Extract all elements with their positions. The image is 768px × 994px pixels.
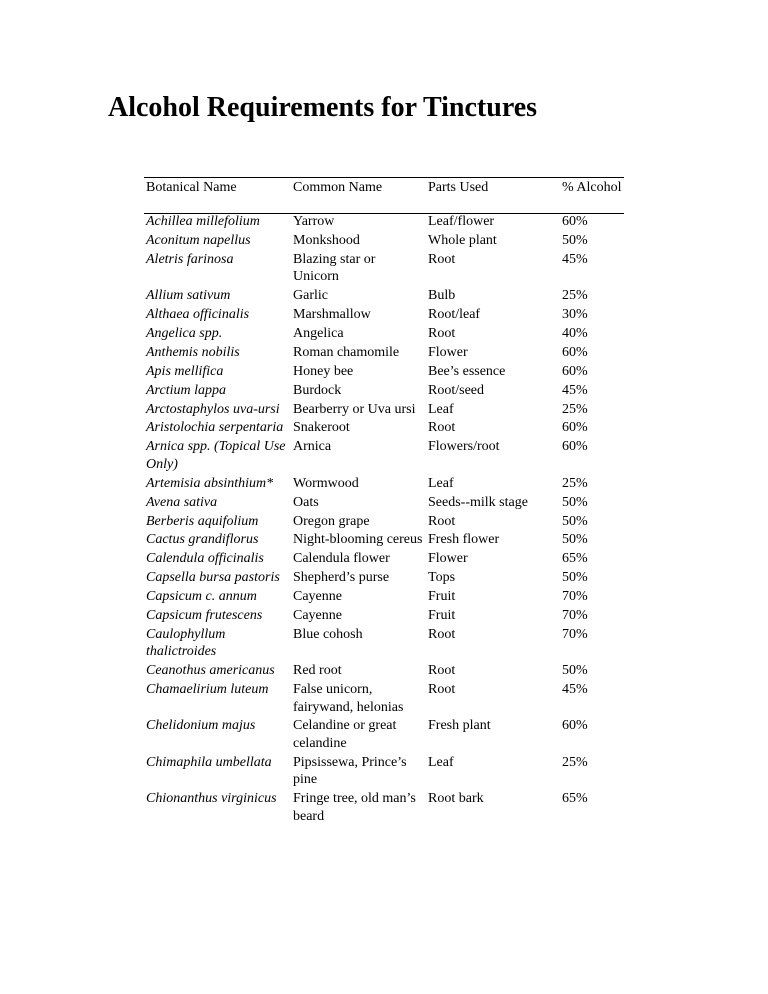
header-row (144, 177, 624, 213)
table-row (144, 531, 624, 550)
table-row (144, 213, 624, 232)
cell-alcohol-percent: 45% (562, 382, 588, 398)
cell-botanical-name: Capsicum frutescens (146, 608, 263, 624)
cell-common-name: Honey bee (293, 363, 354, 379)
cell-common-name: Yarrow (293, 214, 335, 229)
cell-botanical-name: Berberis aquifolium (146, 513, 259, 529)
table-header (144, 177, 624, 213)
table-row (144, 717, 624, 753)
cell-common-name: Shepherd’s purse (293, 570, 390, 586)
cell-parts-used: Whole plant (428, 232, 497, 248)
cell-botanical-name: Chamaelirium luteum (146, 682, 269, 698)
cell-alcohol-percent: 65% (562, 551, 588, 567)
cell-alcohol-percent: 25% (562, 288, 588, 304)
cell-alcohol-percent: 65% (562, 791, 588, 807)
cell-parts-used: Flower (428, 344, 468, 360)
cell-parts-used: Leaf (428, 401, 454, 417)
cell-botanical-name: Artemisia absinthium* (146, 475, 274, 491)
cell-common-name: Blazing star or Unicorn (293, 251, 376, 285)
table-row (144, 494, 624, 513)
cell-botanical-name: Achillea millefolium (146, 214, 260, 229)
cell-alcohol-percent: 30% (562, 307, 588, 323)
cell-botanical-name: Arnica spp. (Topical Use Only) (146, 439, 286, 472)
cell-common-name: Burdock (293, 382, 342, 398)
cell-common-name: Cayenne (293, 608, 342, 624)
table-row (144, 569, 624, 588)
cell-alcohol-percent: 60% (562, 344, 588, 360)
table-row (144, 588, 624, 607)
cell-alcohol-percent: 60% (562, 214, 588, 229)
table-row (144, 513, 624, 532)
cell-parts-used: Leaf (428, 475, 454, 491)
cell-parts-used: Tops (428, 570, 456, 586)
cell-common-name: Fringe tree, old man’s beard (293, 791, 416, 824)
cell-parts-used: Leaf (428, 754, 454, 770)
cell-botanical-name: Apis mellifica (146, 363, 224, 379)
cell-parts-used: Flower (428, 551, 468, 567)
cell-botanical-name: Chionanthus virginicus (146, 791, 277, 807)
table-body (144, 213, 624, 826)
table-row (144, 607, 624, 626)
cell-common-name: Oregon grape (293, 513, 370, 529)
cell-botanical-name: Althaea officinalis (146, 307, 250, 323)
cell-alcohol-percent: 70% (562, 608, 588, 624)
header-alcohol-percent: % Alcohol (562, 180, 622, 195)
cell-parts-used: Root (428, 420, 456, 436)
cell-alcohol-percent: 45% (562, 682, 588, 698)
table-row (144, 251, 624, 287)
cell-alcohol-percent: 60% (562, 718, 588, 734)
cell-alcohol-percent: 60% (562, 420, 588, 436)
cell-parts-used: Fresh flower (428, 532, 500, 548)
cell-alcohol-percent: 50% (562, 663, 588, 679)
cell-alcohol-percent: 25% (562, 401, 588, 417)
table-row (144, 754, 624, 790)
cell-parts-used: Fruit (428, 589, 456, 605)
cell-botanical-name: Caulophyllum thalictroides (146, 626, 226, 660)
cell-common-name: Monkshood (293, 232, 360, 248)
table-row (144, 475, 624, 494)
table-row (144, 550, 624, 569)
page-title: Alcohol Requirements for Tinctures (108, 92, 538, 123)
table-row (144, 325, 624, 344)
cell-common-name: Pipsissewa, Prince’s pine (293, 754, 407, 788)
table-row (144, 287, 624, 306)
cell-common-name: Snakeroot (293, 420, 350, 436)
header-parts-used: Parts Used (428, 180, 489, 195)
cell-parts-used: Root (428, 325, 456, 341)
cell-common-name: Blue cohosh (293, 626, 363, 642)
cell-botanical-name: Cactus grandiflorus (146, 532, 259, 548)
cell-parts-used: Bulb (428, 288, 456, 304)
table-row (144, 626, 624, 662)
cell-botanical-name: Arctium lappa (146, 382, 226, 398)
cell-common-name: Celandine or great celandine (293, 718, 397, 751)
cell-parts-used: Bee’s essence (428, 363, 506, 379)
table-row (144, 401, 624, 420)
cell-botanical-name: Arctostaphylos uva-ursi (146, 401, 280, 417)
cell-alcohol-percent: 40% (562, 325, 588, 341)
cell-common-name: Oats (293, 494, 319, 510)
cell-parts-used: Flowers/root (428, 439, 500, 455)
cell-alcohol-percent: 45% (562, 251, 588, 267)
tincture-data-table (144, 177, 624, 826)
cell-parts-used: Root (428, 682, 456, 698)
table-row (144, 419, 624, 438)
cell-botanical-name: Aletris farinosa (146, 251, 234, 267)
cell-botanical-name: Calendula officinalis (146, 551, 264, 567)
table-row (144, 344, 624, 363)
cell-alcohol-percent: 60% (562, 439, 588, 455)
cell-botanical-name: Aristolochia serpentaria (146, 420, 284, 436)
cell-alcohol-percent: 50% (562, 232, 588, 248)
header-botanical-name: Botanical Name (146, 180, 237, 195)
table-row (144, 438, 624, 474)
cell-botanical-name: Aconitum napellus (146, 232, 251, 248)
cell-common-name: Cayenne (293, 589, 342, 605)
cell-alcohol-percent: 25% (562, 475, 588, 491)
table-row (144, 662, 624, 681)
cell-parts-used: Root/seed (428, 382, 484, 398)
cell-common-name: Wormwood (293, 475, 359, 491)
cell-parts-used: Root/leaf (428, 307, 481, 323)
table-row (144, 382, 624, 401)
header-common-name: Common Name (293, 180, 383, 195)
cell-parts-used: Fresh plant (428, 718, 491, 734)
cell-parts-used: Root (428, 513, 456, 529)
cell-common-name: Marshmallow (293, 307, 371, 323)
cell-botanical-name: Allium sativum (146, 288, 231, 304)
cell-common-name: Calendula flower (293, 551, 390, 567)
cell-parts-used: Root (428, 626, 456, 642)
cell-alcohol-percent: 50% (562, 532, 588, 548)
cell-alcohol-percent: 50% (562, 513, 588, 529)
cell-common-name: Arnica (293, 439, 332, 455)
cell-parts-used: Root (428, 251, 456, 267)
cell-common-name: Garlic (293, 288, 328, 304)
cell-parts-used: Seeds--milk stage (428, 494, 528, 510)
cell-parts-used: Fruit (428, 608, 456, 624)
cell-common-name: Roman chamomile (293, 344, 400, 360)
cell-common-name: Night-blooming cereus (293, 532, 423, 548)
cell-botanical-name: Chimaphila umbellata (146, 754, 272, 770)
cell-botanical-name: Anthemis nobilis (146, 344, 240, 360)
table-row (144, 363, 624, 382)
table-row (144, 306, 624, 325)
cell-parts-used: Root bark (428, 791, 484, 807)
cell-alcohol-percent: 70% (562, 626, 588, 642)
cell-alcohol-percent: 50% (562, 494, 588, 510)
cell-botanical-name: Angelica spp. (146, 325, 223, 341)
cell-common-name: Red root (293, 663, 342, 679)
cell-botanical-name: Capsicum c. annum (146, 589, 257, 605)
cell-parts-used: Leaf/flower (428, 214, 495, 229)
cell-common-name: False unicorn, fairywand, helonias (293, 682, 404, 715)
cell-alcohol-percent: 50% (562, 570, 588, 586)
cell-botanical-name: Ceanothus americanus (146, 663, 275, 679)
cell-botanical-name: Avena sativa (146, 494, 218, 510)
cell-botanical-name: Chelidonium majus (146, 718, 256, 734)
cell-common-name: Bearberry or Uva ursi (293, 401, 416, 417)
cell-botanical-name: Capsella bursa pastoris (146, 570, 280, 586)
cell-parts-used: Root (428, 663, 456, 679)
table-row (144, 790, 624, 826)
table-row (144, 681, 624, 717)
cell-alcohol-percent: 70% (562, 589, 588, 605)
cell-alcohol-percent: 60% (562, 363, 588, 379)
cell-alcohol-percent: 25% (562, 754, 588, 770)
table-row (144, 232, 624, 251)
cell-common-name: Angelica (293, 325, 344, 341)
